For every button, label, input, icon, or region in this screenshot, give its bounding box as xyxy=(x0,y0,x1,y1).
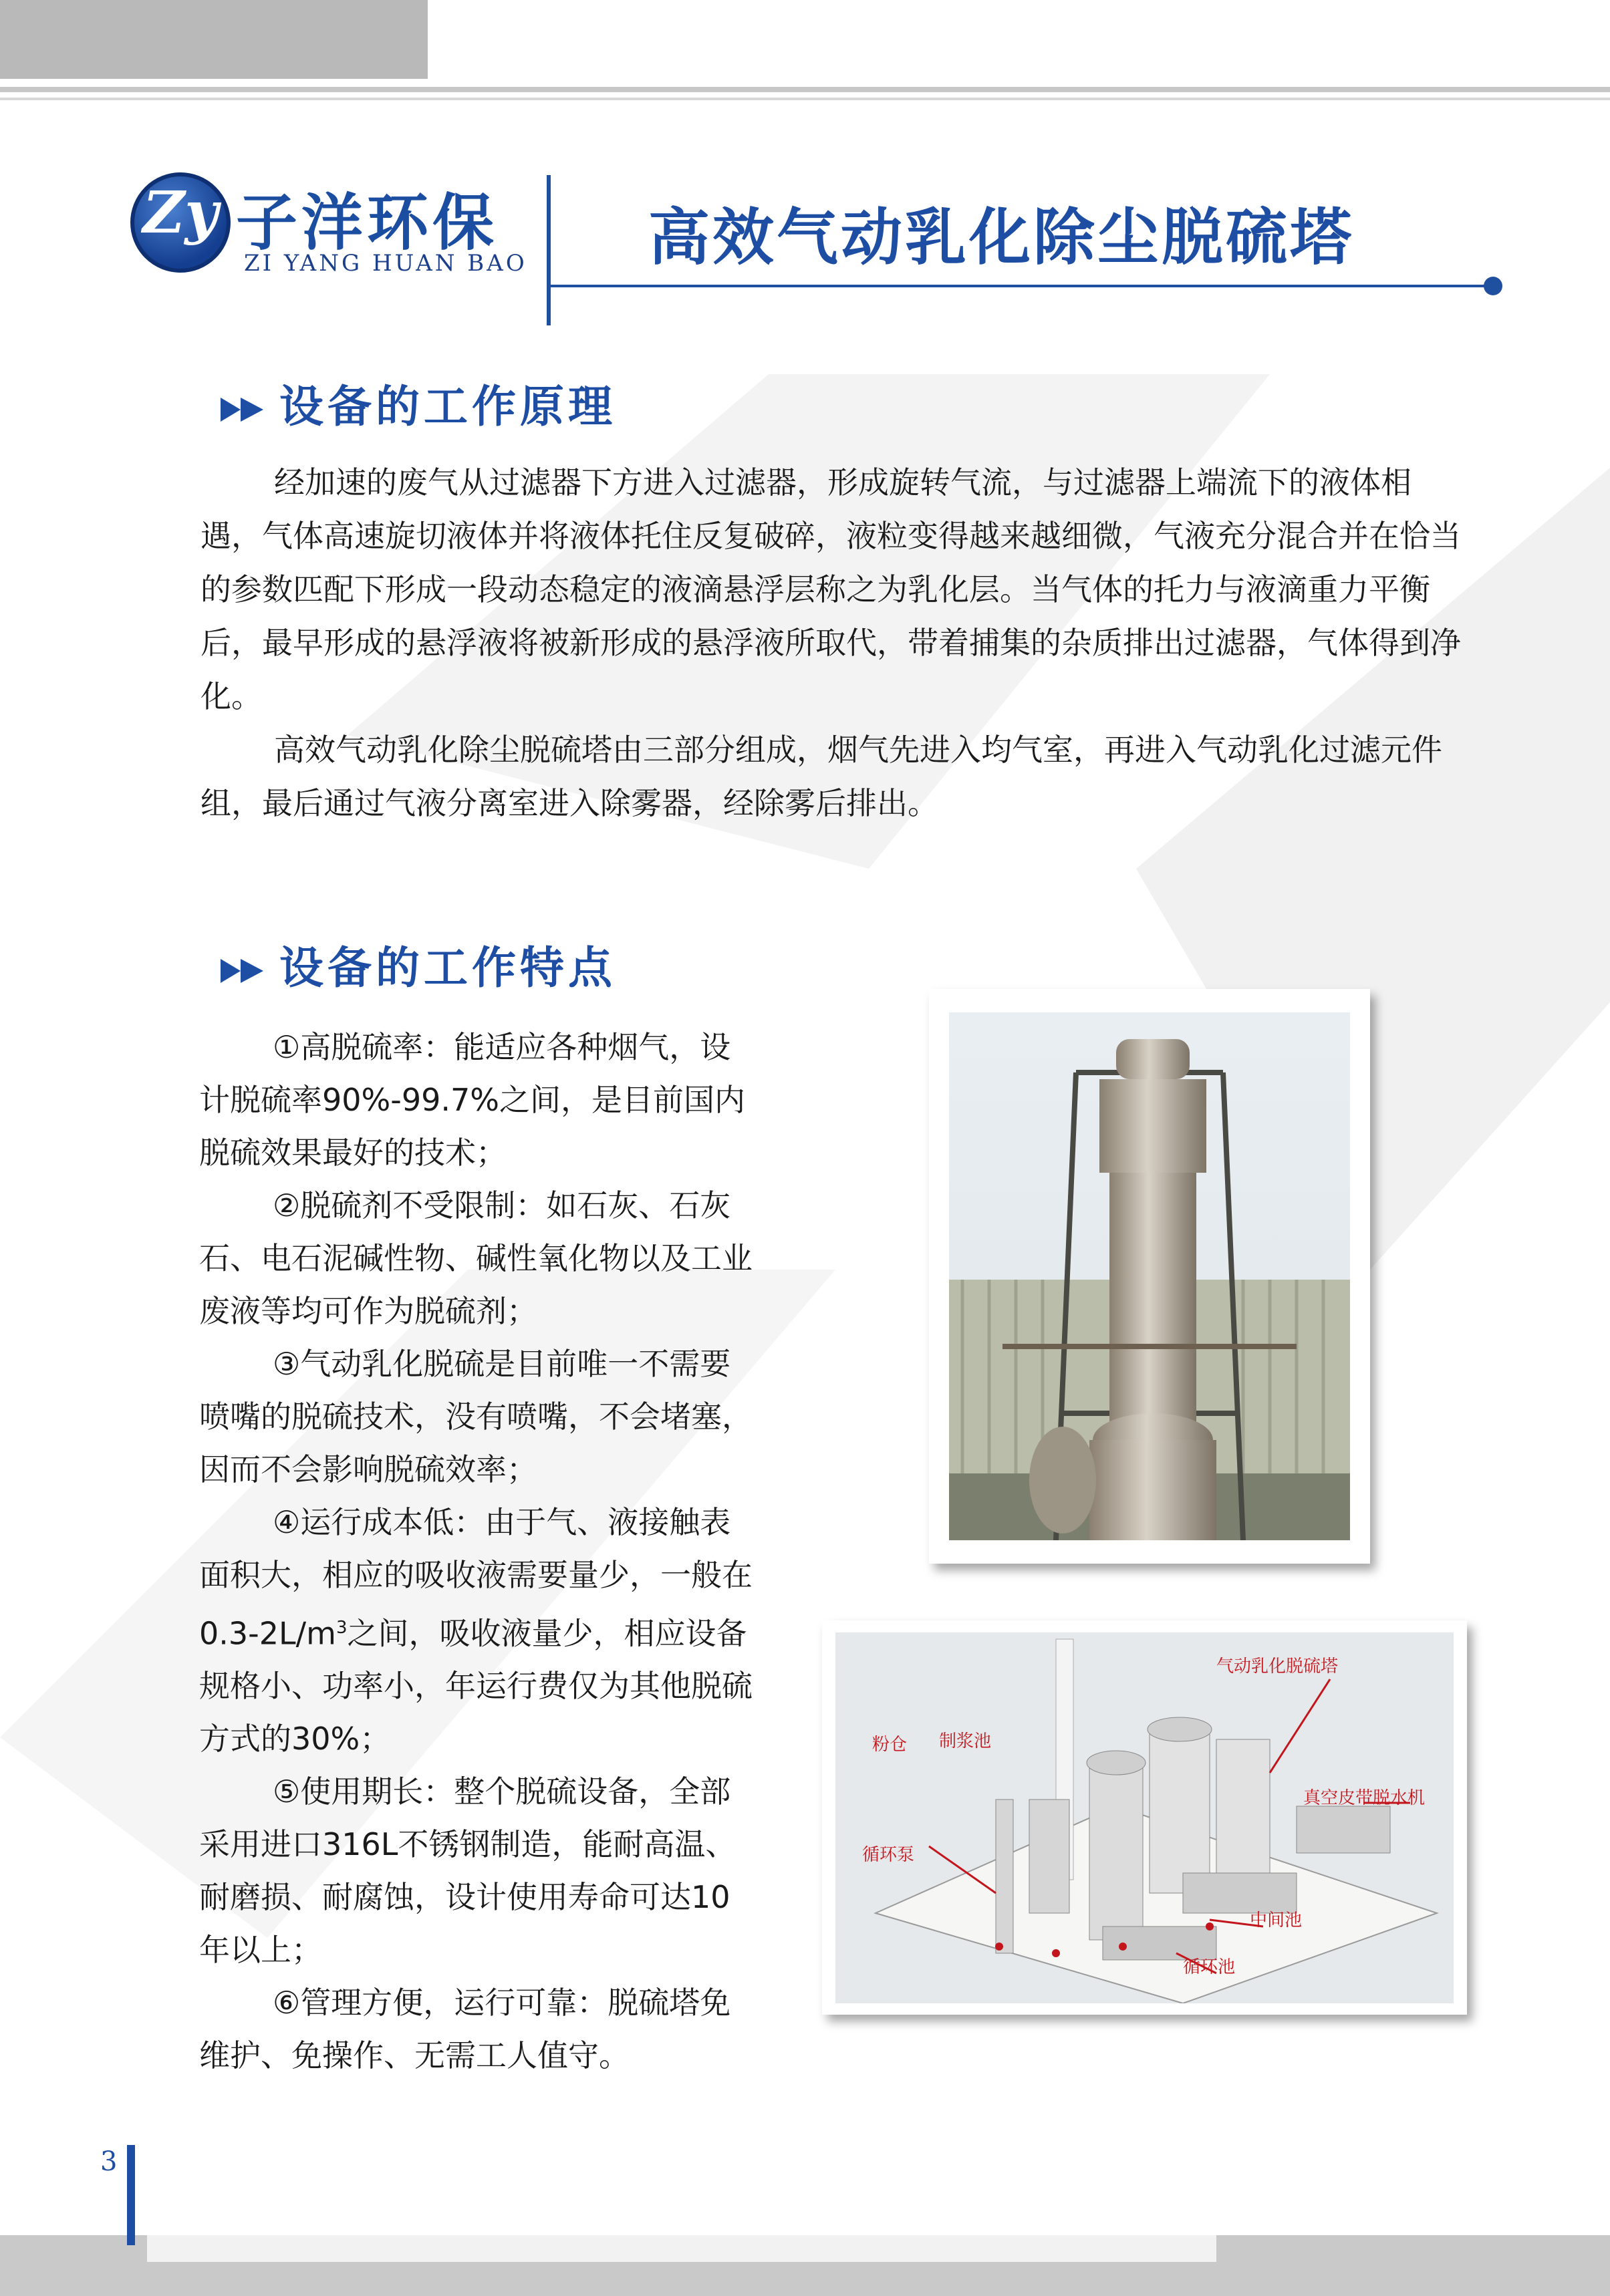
tower-photo-image xyxy=(949,1012,1350,1540)
label-slurry-tank: 制浆池 xyxy=(939,1731,992,1751)
brand-logo xyxy=(130,167,558,281)
process-diagram xyxy=(822,1620,1467,2015)
section-heading-principle xyxy=(221,371,616,434)
feature-item-4-text-b: 之间，吸收液量少，相应设备规格小、功率小，年运行费仅为其他脱硫方式的30%； xyxy=(199,1615,753,1757)
process-diagram-image xyxy=(835,1632,1454,2003)
label-middle-tank: 中间池 xyxy=(1250,1910,1303,1930)
section-heading-text: 设备的工作特点 xyxy=(279,942,616,994)
tower-photo xyxy=(929,989,1370,1564)
feature-item-4-sup: 3 xyxy=(336,1618,348,1638)
feature-item-6: ⑥管理方便，运行可靠：脱硫塔免维护、免操作、无需工人值守。 xyxy=(199,1985,731,2074)
label-circulation-pump: 循环泵 xyxy=(862,1845,915,1865)
label-circulation-tank: 循环池 xyxy=(1183,1957,1236,1977)
page-title: 高效气动乳化除尘脱硫塔 xyxy=(648,202,1355,273)
double-arrow-icon xyxy=(221,956,267,986)
label-vacuum-belt-filter: 真空皮带脱水机 xyxy=(1303,1788,1426,1808)
brand-name-cn: 子洋环保 xyxy=(236,187,499,259)
page-number: 3 xyxy=(100,2146,118,2177)
title-underline xyxy=(547,285,1489,287)
section-heading-text: 设备的工作原理 xyxy=(279,381,616,432)
feature-item-5: ⑤使用期长：整个脱硫设备，全部采用进口316L不锈钢制造，能耐高温、耐磨损、耐腐蚀，设计使用寿命可达10年以上； xyxy=(199,1773,736,1969)
label-desulfurization-tower: 气动乳化脱硫塔 xyxy=(1216,1657,1339,1677)
page-number-bar xyxy=(127,2145,135,2245)
feature-item-2: ②脱硫剂不受限制：如石灰、石灰石、电石泥碱性物、碱性氧化物以及工业废液等均可作为脱硫剂； xyxy=(199,1187,753,1329)
brand-name-en: ZI YANG HUAN BAO xyxy=(244,250,527,277)
section-heading-features xyxy=(221,932,616,996)
feature-item-3: ③气动乳化脱硫是目前唯一不需要喷嘴的脱硫技术，没有喷嘴，不会堵塞，因而不会影响脱硫效率； xyxy=(199,1346,753,1487)
double-arrow-icon xyxy=(221,395,267,424)
feature-item-4-text-a: ④运行成本低：由于气、液接触表面积大，相应的吸收液需要量少，一般在0.3-2L/m xyxy=(199,1504,753,1652)
label-powder-bin: 粉仓 xyxy=(872,1735,908,1755)
title-underline-dot xyxy=(1484,277,1502,295)
principle-paragraph-2: 高效气动乳化除尘脱硫塔由三部分组成，烟气先进入均气室，再进入气动乳化过滤元件组，最后通过气液分离室进入除雾器，经除雾后排出。 xyxy=(200,732,1442,821)
features-list xyxy=(199,1021,754,2082)
logo-mark: Zy xyxy=(142,179,219,247)
footer-band-light xyxy=(147,2235,1216,2262)
principle-paragraph-1: 经加速的废气从过滤器下方进入过滤器，形成旋转气流，与过滤器上端流下的液体相遇，气体高速旋切液体并将液体托住反复破碎，液粒变得越来越细微，气液充分混合并在恰当的参数匹配下形成一段动态稳定的液滴悬浮层称之为乳化层。当气体的托力与液滴重力平衡后，最早形成的悬浮液将被新形成的悬浮液所取代，带着捕集的杂质排出过滤器，气体得到净化。 xyxy=(200,464,1461,714)
title-divider xyxy=(547,175,551,325)
feature-item-1: ①高脱硫率：能适应各种烟气，设计脱硫率90%-99.7%之间，是目前国内脱硫效果最好的技术； xyxy=(199,1029,745,1171)
feature-item-4 xyxy=(199,1496,754,1765)
